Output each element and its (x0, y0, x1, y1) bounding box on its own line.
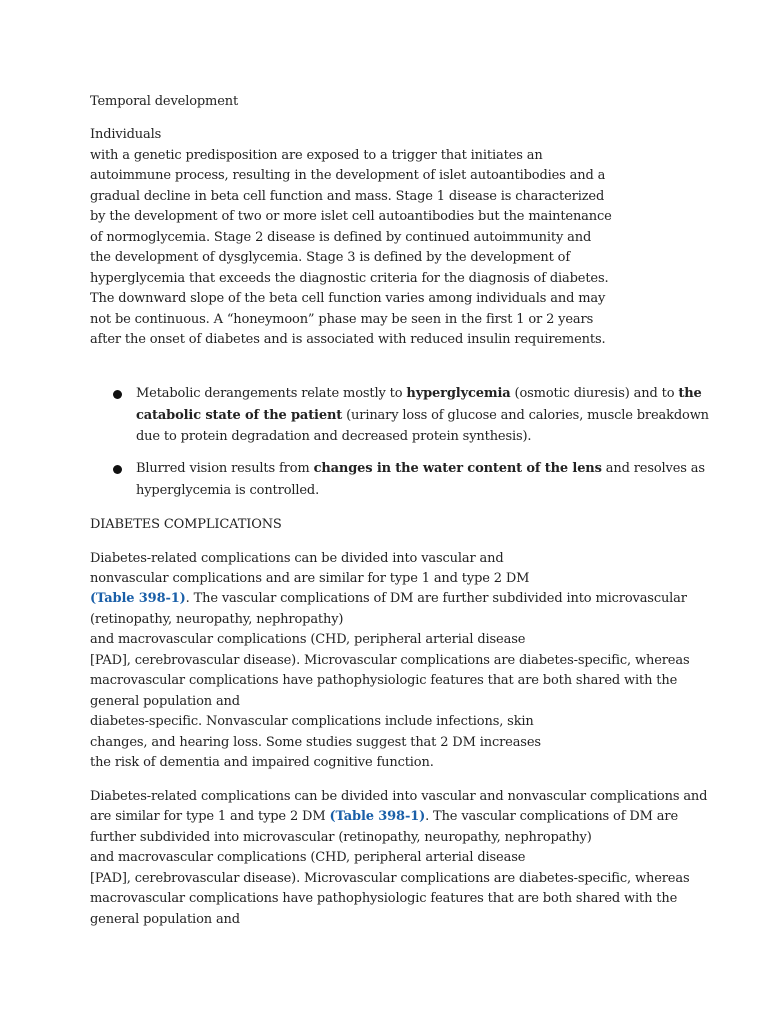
bold-term: the (678, 386, 702, 401)
paragraph-line: (retinopathy, neuropathy, nephropathy) (90, 612, 344, 627)
paragraph-line: Diabetes-related complications can be divided into vascular and (90, 551, 504, 566)
bullet-item-metabolic-line (136, 407, 709, 425)
bullet-item-metabolic-line: due to protein degradation and decreased protein synthesis). (136, 429, 532, 444)
bullet-text: (osmotic diuresis) and to (510, 386, 679, 401)
bullet-text: Blurred vision results from (136, 461, 314, 476)
bullet-dot-icon (113, 390, 122, 399)
paragraph-text: are similar for type 1 and type 2 DM (90, 809, 330, 824)
bullet-item-metabolic-line (136, 385, 702, 403)
paragraph-line: after the onset of diabetes and is associated with reduced insulin requirements. (90, 332, 606, 347)
bullet-text: Metabolic derangements relate mostly to (136, 386, 407, 401)
paragraph-line: with a genetic predisposition are exposed to a trigger that initiates an (90, 148, 543, 163)
bullet-item-vision-line: hyperglycemia is controlled. (136, 483, 320, 498)
bold-term-hyperglycemia: hyperglycemia (406, 386, 511, 401)
paragraph-line: Diabetes-related complications can be divided into vascular and nonvascular complications and (90, 789, 708, 804)
paragraph-line: autoimmune process, resulting in the development of islet autoantibodies and a (90, 168, 606, 183)
paragraph-line: macrovascular complications have pathophysiologic features that are both shared with the (90, 891, 678, 906)
paragraph-line: the risk of dementia and impaired cognitive function. (90, 755, 434, 770)
paragraph-line: and macrovascular complications (CHD, peripheral arterial disease (90, 850, 526, 865)
section-heading-temporal-development: Temporal development (90, 94, 239, 109)
paragraph-line: general population and (90, 694, 240, 709)
bullet-text: and resolves as (601, 461, 705, 476)
paragraph-line: macrovascular complications have pathophysiologic features that are both shared with the (90, 673, 678, 688)
paragraph-line: The downward slope of the beta cell function varies among individuals and may (90, 291, 606, 306)
bullet-dot-icon (113, 465, 122, 474)
paragraph-line (90, 808, 678, 826)
paragraph-line: gradual decline in beta cell function and mass. Stage 1 disease is characterized (90, 189, 605, 204)
paragraph-text: . The vascular complications of DM are further subdivided into microvascular (185, 591, 687, 606)
paragraph-text: . The vascular complications of DM are (425, 809, 678, 824)
paragraph-line: further subdivided into microvascular (retinopathy, neuropathy, nephropathy) (90, 830, 592, 845)
paragraph-line: by the development of two or more islet cell autoantibodies but the maintenance (90, 209, 612, 224)
paragraph-line: [PAD], cerebrovascular disease). Microvascular complications are diabetes-specific, whereas (90, 653, 690, 668)
paragraph-line: hyperglycemia that exceeds the diagnostic criteria for the diagnosis of diabetes. (90, 271, 609, 286)
table-reference-link[interactable]: (Table 398-1) (329, 809, 426, 824)
paragraph-line: nonvascular complications and are similar for type 1 and type 2 DM (90, 571, 530, 586)
paragraph-line: not be continuous. A “honeymoon” phase may be seen in the first 1 or 2 years (90, 312, 594, 327)
paragraph-line: Individuals (90, 127, 162, 142)
paragraph-line: changes, and hearing loss. Some studies suggest that 2 DM increases (90, 735, 541, 750)
bullet-text: (urinary loss of glucose and calories, muscle breakdown (342, 408, 709, 423)
bold-term-water-content: changes in the water content of the lens (313, 461, 602, 476)
paragraph-line: [PAD], cerebrovascular disease). Microvascular complications are diabetes-specific, whereas (90, 871, 690, 886)
paragraph-line: and macrovascular complications (CHD, peripheral arterial disease (90, 632, 526, 647)
paragraph-line (90, 590, 687, 608)
paragraph-line: diabetes-specific. Nonvascular complications include infections, skin (90, 714, 534, 729)
section-heading-diabetes-complications: DIABETES COMPLICATIONS (90, 517, 282, 532)
paragraph-line: of normoglycemia. Stage 2 disease is defined by continued autoimmunity and (90, 230, 592, 245)
bold-term-catabolic-state: catabolic state of the patient (136, 408, 343, 423)
bullet-item-vision-line (136, 460, 705, 478)
paragraph-line: the development of dysglycemia. Stage 3 is defined by the development of (90, 250, 571, 265)
table-reference-link[interactable]: (Table 398-1) (90, 591, 186, 606)
paragraph-line: general population and (90, 912, 240, 927)
